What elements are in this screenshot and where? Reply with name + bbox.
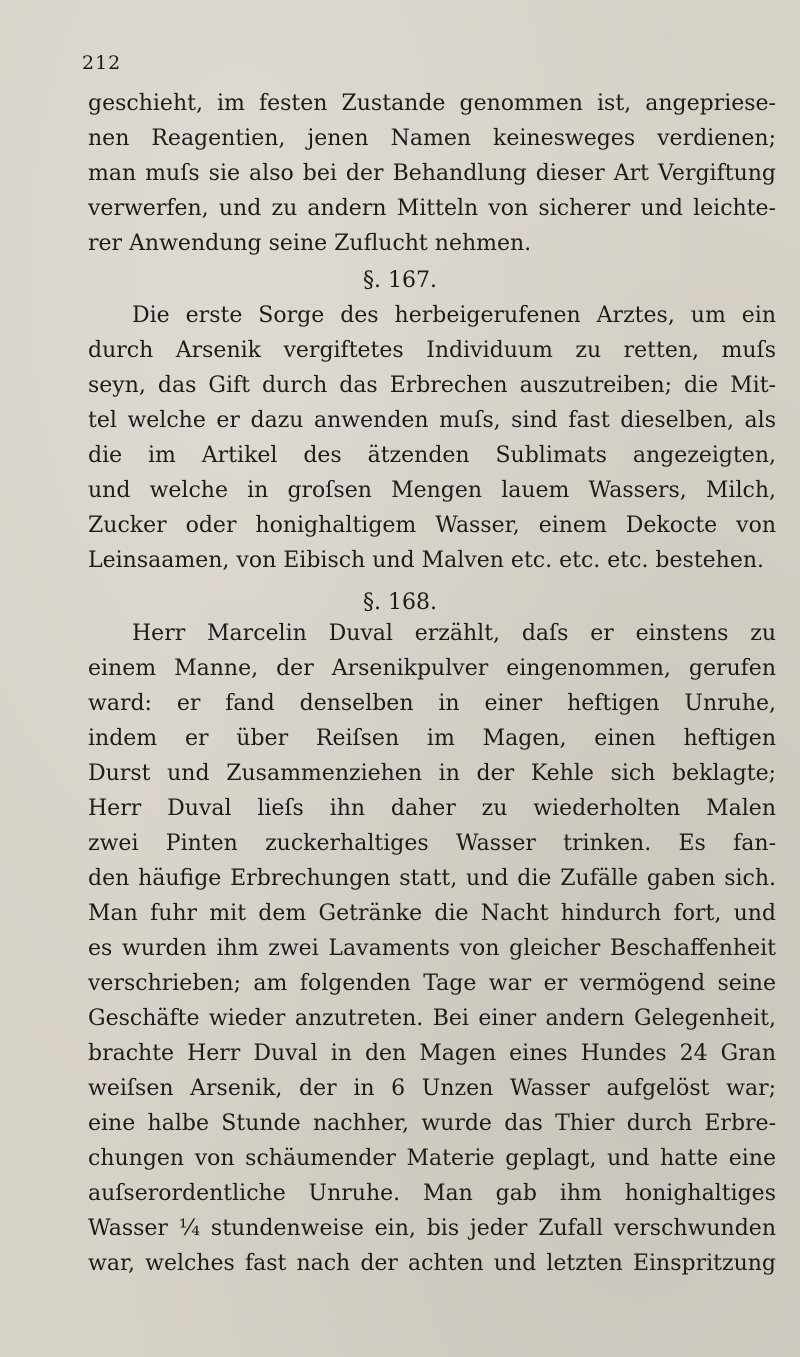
text-line: Wasser ¼ stundenweise ein, bis jeder Zufall verschwunden xyxy=(88,1216,776,1241)
text-line: indem er über Reiſsen im Magen, einen heftigen xyxy=(88,726,776,751)
text-line: durch Arsenik vergiftetes Individuum zu retten, muſs xyxy=(88,338,776,363)
text-line: Geschäfte wieder anzutreten. Bei einer andern Gelegenheit, xyxy=(88,1006,776,1031)
text-line: auſserordentliche Unruhe. Man gab ihm honighaltiges xyxy=(88,1181,776,1206)
text-line: eine halbe Stunde nachher, wurde das Thier durch Erbre- xyxy=(88,1111,776,1136)
text-line: nen Reagentien, jenen Namen keinesweges verdienen; xyxy=(88,126,776,151)
section-heading: §. 167. xyxy=(363,268,437,293)
text-line: tel welche er dazu anwenden muſs, sind fast dieselben, als xyxy=(88,408,776,433)
text-line: einem Manne, der Arsenikpulver eingenommen, gerufen xyxy=(88,656,776,681)
text-line: und welche in groſsen Mengen lauem Wassers, Milch, xyxy=(88,478,776,503)
text-line: Herr Marcelin Duval erzählt, daſs er einstens zu xyxy=(132,621,776,646)
text-line: Die erste Sorge des herbeigerufenen Arztes, um ein xyxy=(132,303,776,328)
section-heading: §. 168. xyxy=(363,590,437,615)
text-line: man muſs sie also bei der Behandlung dieser Art Vergiftung xyxy=(88,161,776,186)
text-line: Herr Duval lieſs ihn daher zu wiederholten Malen xyxy=(88,796,776,821)
text-line: weiſsen Arsenik, der in 6 Unzen Wasser aufgelöst war; xyxy=(88,1076,776,1101)
text-line: Zucker oder honighaltigem Wasser, einem Dekocte von xyxy=(88,513,776,538)
text-line: ward: er fand denselben in einer heftigen Unruhe, xyxy=(88,691,776,716)
text-line: den häufige Erbrechungen statt, und die Zufälle gaben sich. xyxy=(88,866,776,891)
text-line: chungen von schäumender Materie geplagt, und hatte eine xyxy=(88,1146,776,1171)
text-line: zwei Pinten zuckerhaltiges Wasser trinken. Es fan- xyxy=(88,831,776,856)
text-line: es wurden ihm zwei Lavaments von gleicher Beschaffenheit xyxy=(88,936,776,961)
text-line: Leinsaamen, von Eibisch und Malven etc. etc. etc. bestehen. xyxy=(88,548,765,573)
text-line: brachte Herr Duval in den Magen eines Hundes 24 Gran xyxy=(88,1041,776,1066)
page-number: 212 xyxy=(82,52,122,74)
text-line: war, welches fast nach der achten und letzten Einspritzung xyxy=(88,1251,776,1276)
text-line: verwerfen, und zu andern Mitteln von sicherer und leichte- xyxy=(88,196,776,221)
text-line: Man fuhr mit dem Getränke die Nacht hindurch fort, und xyxy=(88,901,776,926)
text-line: seyn, das Gift durch das Erbrechen auszutreiben; die Mit- xyxy=(88,373,776,398)
text-line: Durst und Zusammenziehen in der Kehle sich beklagte; xyxy=(88,761,776,786)
text-line: geschieht, im festen Zustande genommen ist, angepriese- xyxy=(88,91,776,116)
text-line: die im Artikel des ätzenden Sublimats angezeigten, xyxy=(88,443,776,468)
text-line: rer Anwendung seine Zuflucht nehmen. xyxy=(88,231,532,256)
text-line: verschrieben; am folgenden Tage war er vermögend seine xyxy=(88,971,776,996)
